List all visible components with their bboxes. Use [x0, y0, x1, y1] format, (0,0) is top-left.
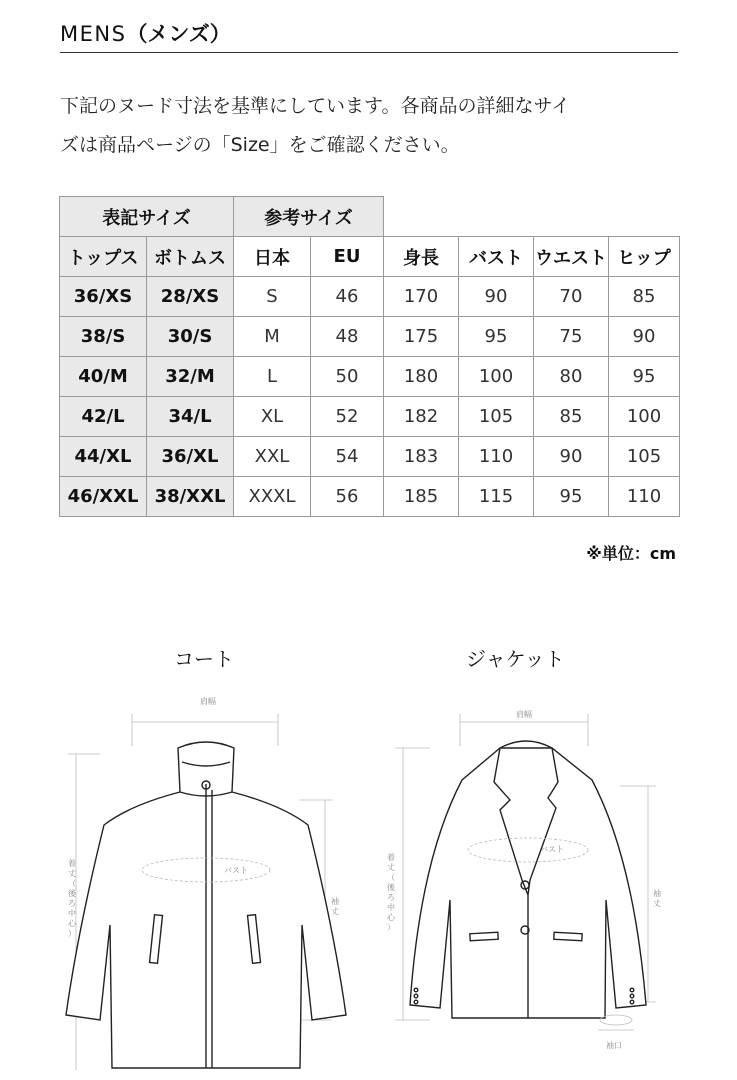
cell-bottoms: 38/XXL [147, 477, 234, 517]
svg-text:着: 着 [387, 853, 395, 862]
cell-hip: 85 [609, 277, 680, 317]
svg-text:後: 後 [68, 889, 76, 898]
cell-tops: 36/XS [60, 277, 147, 317]
svg-text:ろ: ろ [387, 893, 395, 902]
jacket-length-label [387, 852, 396, 932]
cell-height: 180 [384, 357, 459, 397]
cell-eu: 54 [311, 437, 384, 477]
jacket-diagram [387, 709, 661, 1050]
cell-japan: XXL [234, 437, 311, 477]
group-header-reference-size: 参考サイズ [234, 197, 384, 237]
measurement-diagrams [0, 690, 737, 1080]
svg-text:心: 心 [68, 919, 76, 928]
cell-hip: 110 [609, 477, 680, 517]
cell-tops: 38/S [60, 317, 147, 357]
col-header-bottoms: ボトムス [147, 237, 234, 277]
size-table [59, 196, 680, 517]
cell-height: 175 [384, 317, 459, 357]
heading-rule [60, 52, 678, 53]
cell-eu: 52 [311, 397, 384, 437]
svg-text:袖: 袖 [653, 889, 661, 898]
cell-hip: 90 [609, 317, 680, 357]
cell-bottoms: 32/M [147, 357, 234, 397]
cell-waist: 95 [534, 477, 609, 517]
svg-text:後: 後 [387, 883, 395, 892]
table-row [60, 277, 680, 317]
cell-eu: 48 [311, 317, 384, 357]
cell-hip: 95 [609, 357, 680, 397]
svg-text:丈: 丈 [387, 863, 395, 872]
svg-text:（: （ [387, 873, 395, 882]
svg-text:ろ: ろ [68, 899, 76, 908]
cell-height: 183 [384, 437, 459, 477]
svg-text:袖: 袖 [331, 897, 339, 906]
cell-hip: 100 [609, 397, 680, 437]
jacket-sleeve-label [653, 888, 661, 908]
cell-eu: 46 [311, 277, 384, 317]
cell-tops: 40/M [60, 357, 147, 397]
cell-japan: S [234, 277, 311, 317]
cell-eu: 50 [311, 357, 384, 397]
section-heading [60, 18, 231, 48]
col-header-waist: ウエスト [534, 237, 609, 277]
col-header-hip: ヒップ [609, 237, 680, 277]
svg-text:丈: 丈 [68, 869, 76, 878]
svg-text:（: （ [68, 879, 76, 888]
cell-japan: XL [234, 397, 311, 437]
svg-text:着: 着 [68, 859, 76, 868]
cell-waist: 70 [534, 277, 609, 317]
col-header-bust: バスト [459, 237, 534, 277]
cell-japan: L [234, 357, 311, 397]
jacket-title: ジャケット [466, 647, 565, 671]
cell-waist: 75 [534, 317, 609, 357]
jacket-cuff-label: 袖口 [606, 1041, 622, 1050]
cell-tops: 44/XL [60, 437, 147, 477]
cell-bust: 95 [459, 317, 534, 357]
table-row [60, 357, 680, 397]
cell-bust: 105 [459, 397, 534, 437]
heading-jp: （メンズ） [126, 22, 231, 46]
coat-shoulder-label: 肩幅 [200, 697, 216, 706]
cell-bust: 110 [459, 437, 534, 477]
group-header-empty [384, 197, 680, 237]
cell-hip: 105 [609, 437, 680, 477]
cell-waist: 90 [534, 437, 609, 477]
cell-tops: 42/L [60, 397, 147, 437]
group-header-label-size: 表記サイズ [60, 197, 234, 237]
jacket-shoulder-label: 肩幅 [516, 710, 532, 719]
unit-note: ※単位：cm [586, 544, 676, 563]
cell-eu: 56 [311, 477, 384, 517]
col-header-japan: 日本 [234, 237, 311, 277]
coat-bust-label: バスト [224, 866, 248, 875]
cell-bust: 115 [459, 477, 534, 517]
cell-bottoms: 34/L [147, 397, 234, 437]
jacket-bust-label: バスト [540, 845, 564, 854]
cell-bottoms: 30/S [147, 317, 234, 357]
coat-diagram [66, 696, 346, 1070]
svg-text:）: ） [68, 929, 76, 938]
cell-bust: 100 [459, 357, 534, 397]
column-header-row [60, 237, 680, 277]
description-line-2: ズは商品ページの「Size」をご確認ください。 [60, 134, 460, 156]
cell-height: 185 [384, 477, 459, 517]
svg-text:中: 中 [68, 909, 76, 918]
heading-prefix: MENS [60, 22, 127, 46]
col-header-height: 身長 [384, 237, 459, 277]
description [60, 87, 680, 165]
table-row [60, 317, 680, 357]
cell-bust: 90 [459, 277, 534, 317]
svg-text:丈: 丈 [331, 907, 339, 916]
svg-text:丈: 丈 [653, 899, 661, 908]
coat-title: コート [174, 647, 234, 671]
svg-text:中: 中 [387, 903, 395, 912]
cell-height: 170 [384, 277, 459, 317]
svg-text:）: ） [387, 923, 395, 932]
col-header-tops: トップス [60, 237, 147, 277]
table-row [60, 477, 680, 517]
table-row [60, 397, 680, 437]
cell-bottoms: 36/XL [147, 437, 234, 477]
cell-bottoms: 28/XS [147, 277, 234, 317]
cell-tops: 46/XXL [60, 477, 147, 517]
cell-waist: 80 [534, 357, 609, 397]
description-line-1: 下記のヌード寸法を基準にしています。各商品の詳細なサイ [60, 95, 571, 117]
coat-sleeve-label [331, 896, 339, 916]
svg-text:心: 心 [387, 913, 395, 922]
col-header-eu: EU [311, 237, 384, 277]
cell-waist: 85 [534, 397, 609, 437]
table-row [60, 437, 680, 477]
cell-japan: M [234, 317, 311, 357]
group-header-row [60, 197, 680, 237]
cell-height: 182 [384, 397, 459, 437]
cell-japan: XXXL [234, 477, 311, 517]
